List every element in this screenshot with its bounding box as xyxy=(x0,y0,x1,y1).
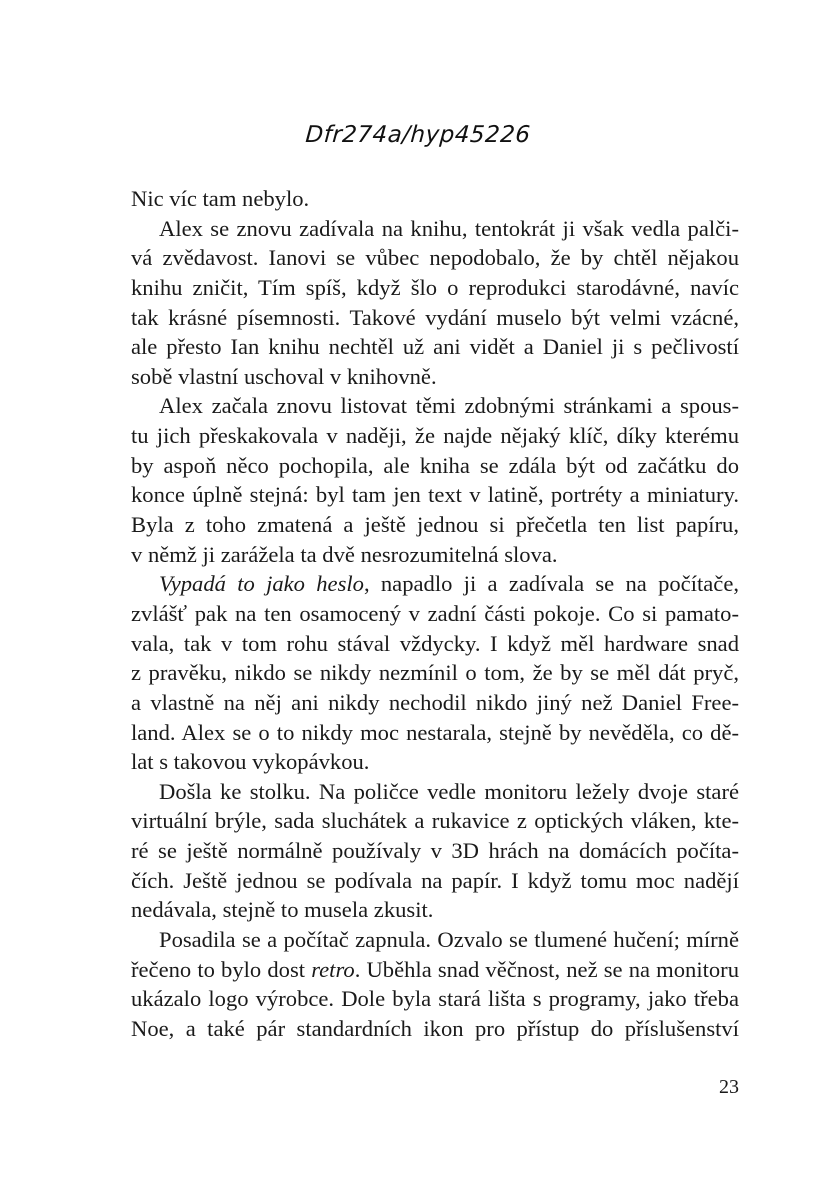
text-line xyxy=(131,540,739,570)
text-line xyxy=(131,806,739,836)
text-line xyxy=(131,658,739,688)
text-line xyxy=(131,599,739,629)
text-segment: land. Alex se o to nikdy moc nestarala, stejně by nevěděla, co dě- xyxy=(131,719,739,745)
handwritten-code-heading: Dfr274a/hyp45226 xyxy=(304,122,532,148)
text-line xyxy=(131,1014,739,1044)
text-segment: Nic víc tam nebylo. xyxy=(131,186,310,211)
text-segment: řečeno to bylo dost xyxy=(131,956,312,982)
page-number: 23 xyxy=(719,1076,739,1098)
text-segment: a vlastně na něj ani nikdy nechodil nikdo jiný než Daniel Free- xyxy=(131,689,739,715)
body-text xyxy=(131,184,739,1044)
text-segment: v němž ji zarážela ta dvě nesrozumitelná slova. xyxy=(131,541,558,567)
text-segment: by aspoň něco pochopila, ale kniha se zdála být od začátku do xyxy=(131,452,739,478)
text-segment: Noe, a také pár standardních ikon pro přístup do příslušenství xyxy=(131,1015,739,1041)
text-line xyxy=(131,984,739,1014)
italic-text: retro xyxy=(311,956,355,982)
text-line xyxy=(131,391,739,421)
text-line xyxy=(131,303,739,333)
text-segment: z pravěku, nikdo se nikdy nezmínil o tom, že by se měl dát pryč, xyxy=(131,660,739,686)
text-segment: tu jich přeskakovala v naději, že najde nějaký klíč, díky kterému xyxy=(131,423,739,449)
text-segment: konce úplně stejná: byl tam jen text v latině, portréty a miniatury. xyxy=(131,482,739,508)
text-segment: čích. Ještě jednou se podívala na papír. I když tomu moc nadějí xyxy=(131,867,739,893)
text-line xyxy=(131,777,739,807)
text-segment: ré se ještě normálně používaly v 3D hrách na domácích počíta- xyxy=(131,838,739,864)
italic-text: Vypadá to jako heslo xyxy=(159,571,364,597)
text-line xyxy=(131,362,739,392)
text-segment: ukázalo logo výrobce. Dole byla stará lišta s programy, jako třeba xyxy=(131,986,739,1012)
text-line xyxy=(131,243,739,273)
text-line xyxy=(131,214,739,244)
text-segment: tak krásné písemnosti. Takové vydání muselo být velmi vzácné, xyxy=(131,304,739,330)
text-segment: Došla ke stolku. Na poličce vedle monitoru ležely dvoje staré xyxy=(159,778,739,804)
text-segment: knihu zničit, Tím spíš, když šlo o reprodukci starodávné, navíc xyxy=(131,274,739,300)
text-segment: Posadila se a počítač zapnula. Ozvalo se tlumené hučení; mírně xyxy=(159,927,739,953)
text-segment: zvlášť pak na ten osamocený v zadní části pokoje. Co si pamato- xyxy=(131,600,739,626)
text-segment: Alex začala znovu listovat těmi zdobnými stránkami a spous- xyxy=(159,393,739,419)
text-line xyxy=(131,421,739,451)
text-line xyxy=(131,184,739,214)
text-line xyxy=(131,747,739,777)
text-line xyxy=(131,955,739,985)
text-segment: Byla z toho zmatená a ještě jednou si přečetla ten list papíru, xyxy=(131,512,739,538)
text-segment: lat s takovou vykopávkou. xyxy=(131,749,370,775)
text-line xyxy=(131,451,739,481)
text-line xyxy=(131,510,739,540)
text-line xyxy=(131,866,739,896)
text-line xyxy=(131,273,739,303)
text-segment: vá zvědavost. Ianovi se vůbec nepodobalo, že by chtěl nějakou xyxy=(131,245,739,271)
text-segment: nedávala, stejně to musela zkusit. xyxy=(131,897,434,923)
text-line xyxy=(131,688,739,718)
text-segment: . Uběhla snad věčnost, než se na monitoru xyxy=(354,956,740,982)
text-segment: vala, tak v tom rohu stával vždycky. I když měl hardware snad xyxy=(131,630,739,656)
text-segment: , napadlo ji a zadívala se na počítače, xyxy=(363,571,739,597)
text-line xyxy=(131,895,739,925)
text-line xyxy=(131,569,739,599)
text-segment: ale přesto Ian knihu nechtěl už ani vidět a Daniel ji s pečlivostí xyxy=(131,334,739,360)
text-line xyxy=(131,480,739,510)
text-line xyxy=(131,836,739,866)
text-line xyxy=(131,718,739,748)
text-segment: virtuální brýle, sada sluchátek a rukavice z optických vláken, kte- xyxy=(131,808,739,834)
text-line xyxy=(131,925,739,955)
text-line xyxy=(131,629,739,659)
text-line xyxy=(131,332,739,362)
text-segment: Alex se znovu zadívala na knihu, tentokrát ji však vedla palči- xyxy=(159,215,739,241)
text-segment: sobě vlastní uschoval v knihovně. xyxy=(131,363,437,389)
